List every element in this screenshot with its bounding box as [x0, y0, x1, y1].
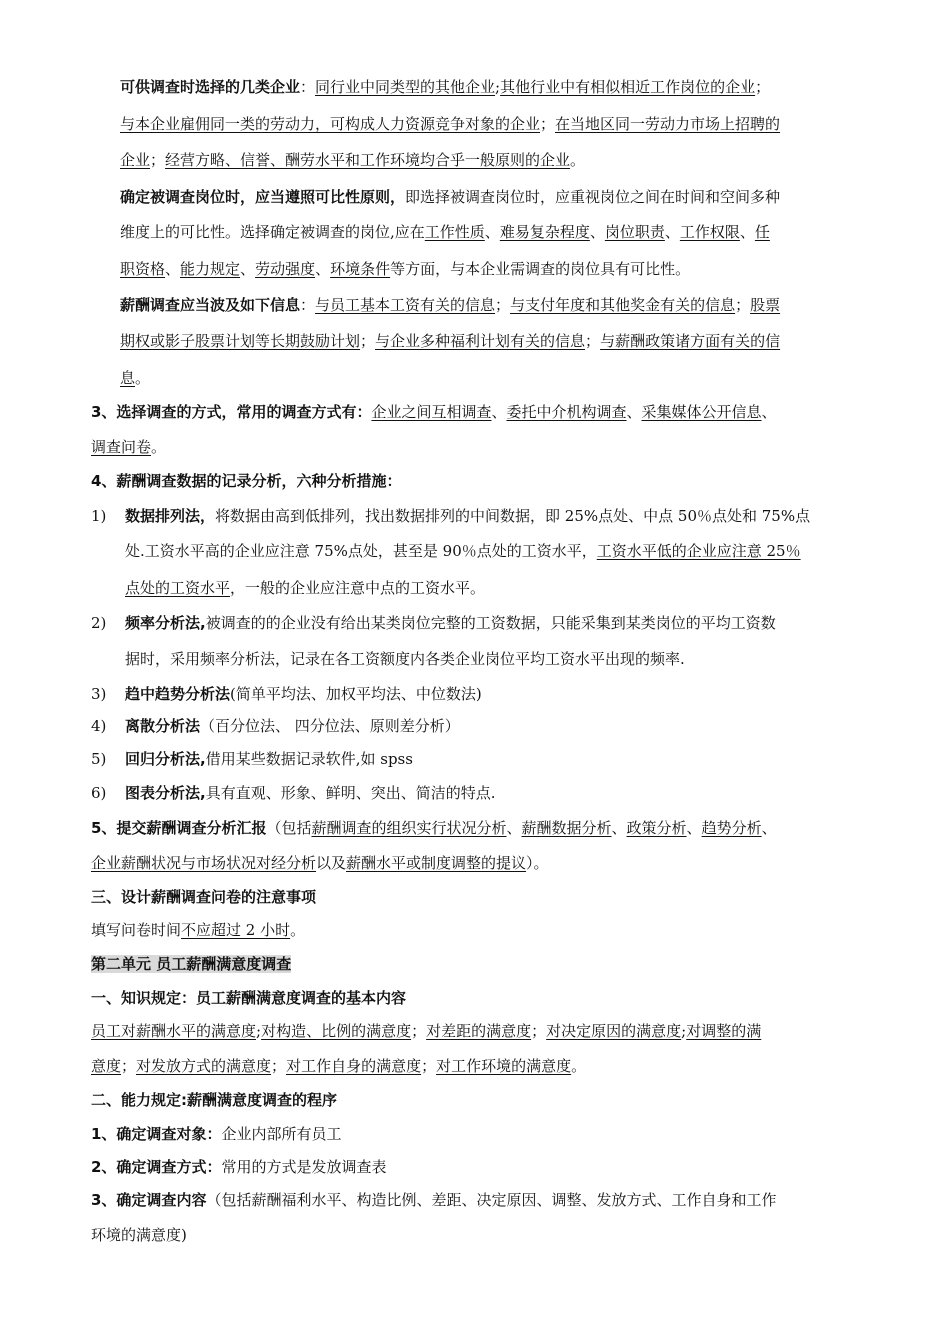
- period: 。: [571, 1057, 587, 1075]
- separator: ；: [421, 1057, 437, 1075]
- info-colon: ：: [300, 296, 316, 314]
- analysis-text: 借用某些数据记录软件,如 spss: [205, 750, 413, 768]
- separator: 、: [739, 223, 755, 241]
- separator: 、: [589, 223, 605, 241]
- companies-line-1: [120, 76, 770, 98]
- positions-line-3: [120, 258, 690, 280]
- separator: ；: [121, 1057, 137, 1075]
- analysis-text: (简单平均法、加权平均法、中位数法): [230, 685, 482, 703]
- separator: ;: [256, 1022, 262, 1040]
- method-mutual-survey: 企业之间互相调查: [371, 403, 492, 421]
- info-stock-cont: 期权或影子股票计划等长期鼓励计划: [120, 332, 361, 350]
- list-number: 5): [91, 750, 107, 768]
- separator: 、: [165, 260, 181, 278]
- separator: 、: [761, 819, 777, 837]
- analysis-text: 具有直观、形象、鲜明、突出、简洁的特点.: [205, 784, 496, 802]
- analysis-text: （百分位法、 四分位法、原则差分析）: [200, 717, 460, 735]
- separator: 、: [664, 223, 680, 241]
- analysis-low-wage-note: 工资水平低的企业应注意 25％: [596, 542, 801, 560]
- analysis-item-1-line-2: [125, 540, 801, 562]
- separator: ；: [495, 296, 511, 314]
- list-number: 4): [91, 717, 107, 735]
- separator: ；: [271, 1057, 287, 1075]
- methods-heading: 3、选择调查的方式，常用的调查方式有：: [91, 403, 372, 421]
- analysis-title: 离散分析法: [125, 717, 201, 735]
- separator: 、: [761, 403, 777, 421]
- info-line-3: [120, 367, 150, 389]
- satisfaction-gap: 对差距的满意度: [426, 1022, 532, 1040]
- separator: 、: [611, 819, 627, 837]
- separator: ；: [531, 1022, 547, 1040]
- methods-line-1: [91, 401, 777, 423]
- separator: 、: [626, 403, 642, 421]
- report-policy-analysis: 政策分析: [626, 819, 687, 837]
- separator: 、: [315, 260, 331, 278]
- criterion-ability: 能力规定: [180, 260, 241, 278]
- info-policy: 与薪酬政策诸方面有关的信: [600, 332, 781, 350]
- questionnaire-heading: 三、设计薪酬调查问卷的注意事项: [91, 888, 317, 906]
- questionnaire-note: [91, 919, 305, 941]
- separator: ；: [755, 78, 771, 96]
- separator: ；: [585, 332, 601, 350]
- step-label: 1、确定调查对象：: [91, 1125, 222, 1143]
- step-3-line-2: 环境的满意度): [91, 1226, 187, 1244]
- period: 。: [151, 438, 167, 456]
- separator: 、: [491, 403, 507, 421]
- company-type-same-industry: 同行业中同类型的其他企业: [315, 78, 496, 96]
- step-label: 2、确定调查方式：: [91, 1158, 222, 1176]
- report-line-1: [91, 817, 777, 839]
- criterion-work-nature: 工作性质: [424, 223, 485, 241]
- report-recommendations: 薪酬水平或制度调整的提议: [346, 854, 527, 872]
- methods-line-2: [91, 436, 166, 458]
- separator: 、: [484, 223, 500, 241]
- analysis-item-1-line-3: [125, 577, 485, 599]
- satisfaction-structure: 对构造、比例的满意度: [261, 1022, 412, 1040]
- knowledge-heading: 一、知识规定：员工薪酬满意度调查的基本内容: [91, 989, 407, 1007]
- satisfaction-line-2: [91, 1055, 586, 1077]
- info-line-1: [120, 294, 780, 316]
- analysis-item-6: [91, 782, 495, 804]
- positions-line-1: [120, 186, 780, 208]
- report-text: ）。: [526, 854, 549, 872]
- companies-label: 可供调查时选择的几类企业: [120, 78, 301, 96]
- positions-text: 等方面，与本企业需调查的岗位具有可比性。: [390, 260, 691, 278]
- criterion-authority: 工作权限: [679, 223, 740, 241]
- analysis-title: 数据排列法，: [125, 507, 216, 525]
- positions-text: 即选择被调查岗位时，应重视岗位之间在时间和空间多种: [405, 188, 781, 206]
- method-public-media: 采集媒体公开信息: [641, 403, 762, 421]
- list-number: 3): [91, 685, 107, 703]
- company-type-general-principles: 经营方略、信誉、酬劳水平和工作环境均合乎一般原则的企业: [165, 151, 571, 169]
- separator: ；: [735, 296, 751, 314]
- info-welfare: 与企业多种福利计划有关的信息: [375, 332, 586, 350]
- questionnaire-text: 填写问卷时间: [91, 921, 182, 939]
- analysis-item-1: [91, 505, 810, 527]
- criterion-responsibilities: 岗位职责: [604, 223, 665, 241]
- criterion-complexity: 难易复杂程度: [499, 223, 590, 241]
- method-agency: 委托中介机构调查: [506, 403, 627, 421]
- separator: ；: [411, 1022, 427, 1040]
- step-label: 3、确定调查内容: [91, 1191, 207, 1209]
- companies-line-3: [120, 149, 585, 171]
- company-type-local-market-cont: 企业: [120, 151, 151, 169]
- unit-title: [91, 953, 291, 975]
- analysis-text: 被调查的的企业没有给出某类岗位完整的工资数据，只能采集到某类岗位的平均工资数: [205, 614, 776, 632]
- company-type-competitors: 与本企业雇佣同一类的劳动力，可构成人力资源竞争对象的企业: [120, 115, 541, 133]
- step-text: 常用的方式是发放调查表: [221, 1158, 387, 1176]
- report-market-comparison: 企业薪酬状况与市场状况对经分析: [91, 854, 317, 872]
- satisfaction-payment-method: 对发放方式的满意度: [136, 1057, 272, 1075]
- satisfaction-adjustment-cont: 意度: [91, 1057, 122, 1075]
- report-line-2: [91, 852, 549, 874]
- step-3: [91, 1189, 776, 1211]
- report-data-analysis: 薪酬数据分析: [521, 819, 612, 837]
- positions-text: 维度上的可比性。选择确定被调查的岗位,应在: [120, 223, 425, 241]
- separator: ；: [540, 115, 556, 133]
- satisfaction-environment: 对工作环境的满意度: [436, 1057, 572, 1075]
- satisfaction-line-1: [91, 1020, 761, 1042]
- period: 。: [570, 151, 586, 169]
- step-text: 企业内部所有员工: [221, 1125, 342, 1143]
- positions-line-2: [120, 221, 770, 243]
- report-text: 以及: [316, 854, 347, 872]
- criterion-qualification: 任: [754, 223, 770, 241]
- list-number: 6): [91, 784, 107, 802]
- separator: 、: [686, 819, 702, 837]
- step-2: [91, 1156, 386, 1178]
- unit-title-text: 第二单元 员工薪酬满意度调查: [91, 955, 292, 973]
- separator: ；: [150, 151, 166, 169]
- info-label: 薪酬调查应当波及如下信息: [120, 296, 301, 314]
- analysis-heading: 4、薪酬调查数据的记录分析，六种分析措施：: [91, 472, 402, 490]
- questionnaire-time-limit: 不应超过 2 小时: [181, 921, 291, 939]
- info-stock: 股票: [750, 296, 781, 314]
- satisfaction-factors: 对决定原因的满意度: [546, 1022, 682, 1040]
- info-line-2: [120, 330, 780, 352]
- companies-colon: ：: [300, 78, 316, 96]
- info-base-salary: 与员工基本工资有关的信息: [315, 296, 496, 314]
- satisfaction-adjustment: 对调整的满: [686, 1022, 762, 1040]
- info-policy-cont: 息: [120, 369, 136, 387]
- report-heading: 5、提交薪酬调查分析汇报: [91, 819, 267, 837]
- company-type-similar-jobs: 其他行业中有相似相近工作岗位的企业: [500, 78, 756, 96]
- positions-label: 确定被调查岗位时，应当遵照可比性原则，: [120, 188, 406, 206]
- criterion-labor-intensity: 劳动强度: [255, 260, 316, 278]
- company-type-local-market: 在当地区同一劳动力市场上招聘的: [555, 115, 781, 133]
- analysis-title: 趋中趋势分析法: [125, 685, 231, 703]
- separator: ;: [681, 1022, 687, 1040]
- criterion-qualification-cont: 职资格: [120, 260, 166, 278]
- analysis-text: 处.工资水平高的企业应注意 75%点处，甚至是 90％点处的工资水平，: [125, 542, 597, 560]
- analysis-title: 回归分析法,: [125, 750, 206, 768]
- step-text: （包括薪酬福利水平、构造比例、差距、决定原因、调整、发放方式、工作自身和工作: [206, 1191, 777, 1209]
- report-text: （包括: [266, 819, 312, 837]
- info-bonus: 与支付年度和其他奖金有关的信息: [510, 296, 736, 314]
- companies-line-2: [120, 113, 780, 135]
- analysis-item-3: [91, 683, 482, 705]
- satisfaction-level: 员工对薪酬水平的满意度: [91, 1022, 257, 1040]
- period: 。: [290, 921, 306, 939]
- satisfaction-work-itself: 对工作自身的满意度: [286, 1057, 422, 1075]
- report-trend-analysis: 趋势分析: [701, 819, 762, 837]
- separator: 、: [240, 260, 256, 278]
- analysis-title: 图表分析法,: [125, 784, 206, 802]
- analysis-low-wage-note-cont: 点处的工资水平: [125, 579, 231, 597]
- report-implementation: 薪酬调查的组织实行状况分析: [311, 819, 507, 837]
- analysis-item-5: [91, 748, 413, 770]
- analysis-item-2: [91, 612, 776, 634]
- separator: ；: [360, 332, 376, 350]
- list-number: 2): [91, 614, 107, 632]
- analysis-text: 将数据由高到低排列，找出数据排列的中间数据，即 25%点处、中点 50％点处和 75%点: [215, 507, 811, 525]
- analysis-item-4: [91, 715, 460, 737]
- method-questionnaire: 调查问卷: [91, 438, 152, 456]
- period: 。: [135, 369, 151, 387]
- list-number: 1): [91, 507, 107, 525]
- analysis-item-2-line-2: 据时，采用频率分析法，记录在各工资额度内各类企业岗位平均工资水平出现的频率.: [125, 650, 685, 668]
- criterion-environment: 环境条件: [330, 260, 391, 278]
- step-1: [91, 1123, 341, 1145]
- separator: ;: [495, 78, 501, 96]
- analysis-title: 频率分析法,: [125, 614, 206, 632]
- analysis-text: ，一般的企业应注意中点的工资水平。: [230, 579, 486, 597]
- separator: 、: [506, 819, 522, 837]
- ability-heading: 二、能力规定:薪酬满意度调查的程序: [91, 1091, 338, 1109]
